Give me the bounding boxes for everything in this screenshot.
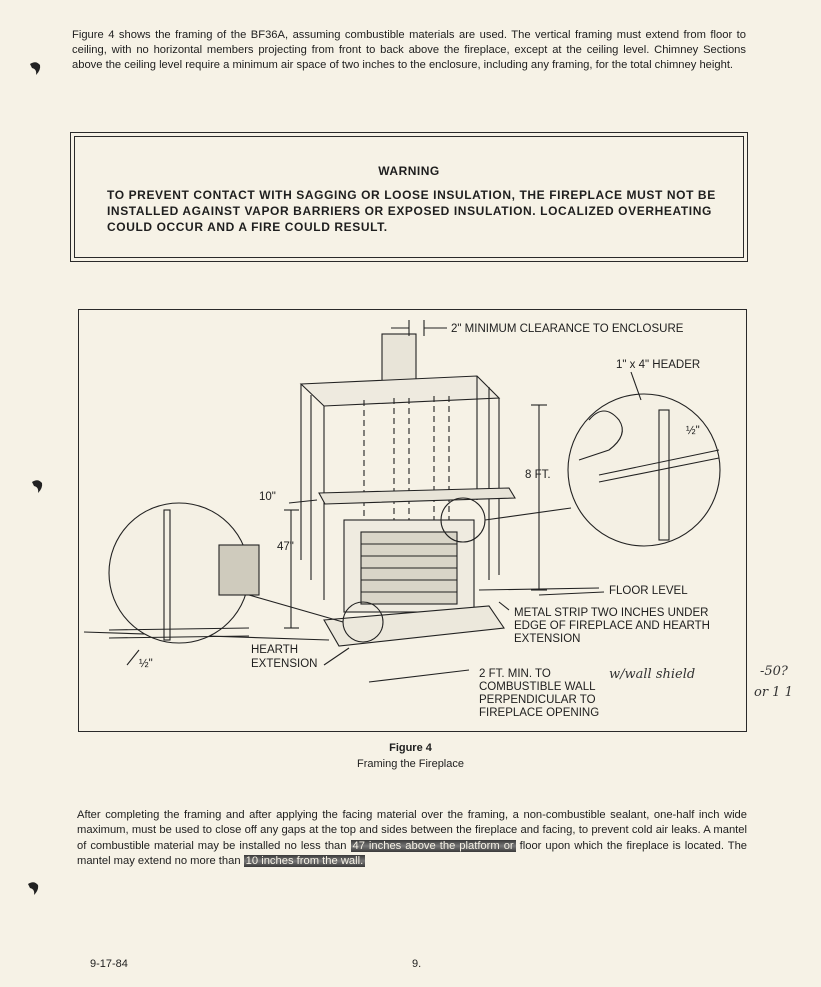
label-two-ft-3: PERPENDICULAR TO	[479, 694, 596, 706]
label-eight-ft: 8 FT.	[525, 469, 551, 481]
page-number: 9.	[412, 958, 422, 970]
figure-title: Framing the Fireplace	[357, 758, 464, 770]
label-two-ft-4: FIREPLACE OPENING	[479, 707, 600, 719]
after-paragraph	[77, 808, 747, 870]
label-hearth-1: HEARTH	[251, 644, 299, 656]
figure-number: Figure 4	[389, 742, 432, 754]
label-half-inch-right: ½"	[686, 425, 700, 437]
marked-text-47-inches: 47 inches above the platform or	[352, 839, 514, 852]
label-two-ft-2: COMBUSTIBLE WALL	[479, 681, 596, 693]
handwritten-right-1: -50?	[760, 664, 788, 679]
label-clearance: 2" MINIMUM CLEARANCE TO ENCLOSURE	[451, 323, 684, 335]
label-half-inch-left: ½"	[139, 658, 153, 670]
label-metal-strip-1: METAL STRIP TWO INCHES UNDER	[514, 607, 709, 619]
label-forty-seven: 47"	[277, 541, 294, 553]
after-text-2: floor upon which the fireplace is located. The mantel may extend no more than	[77, 839, 748, 868]
marked-text-10-inches: 10 inches from the wall.	[245, 855, 364, 868]
label-metal-strip-2: EDGE OF FIREPLACE AND HEARTH	[514, 620, 710, 632]
label-two-ft-1: 2 FT. MIN. TO	[479, 668, 551, 680]
warning-body: TO PREVENT CONTACT WITH SAGGING OR LOOSE INSULATION, THE FIREPLACE MUST NOT BE INSTALLED AGAINST VAPOR BARRIERS OR EXPOSED INSULATION. LOCALIZED OVERHEATING COULD OCCUR AND A FIRE COULD RESULT.	[107, 188, 716, 234]
label-floor-level: FLOOR LEVEL	[609, 585, 688, 597]
label-ten-inch: 10"	[259, 491, 276, 503]
after-text-1: After completing the framing and after applying the facing material over the framing, a non-combustible sealant, one-half inch wide maximum, must be used to close off any gaps at the top and sides between the fireplace and facing, to prevent cold air leaks. A mantel of combustible material may be installed no less than	[77, 809, 747, 852]
scan-mark	[28, 60, 42, 76]
handwritten-note: w/wall shield	[609, 667, 696, 682]
label-header: 1" x 4" HEADER	[616, 359, 701, 371]
intro-paragraph: Figure 4 shows the framing of the BF36A, assuming combustible materials are used. The vertical framing must extend from floor to ceiling, with no horizontal members projecting from front to back above the fireplace, except at the ceiling level. Chimney Sections above the ceiling level require a minimum air space of two inches to the enclosure, including any framing, for the total chimney height.	[72, 29, 746, 72]
handwritten-right-2: or 1 1	[754, 685, 793, 700]
footer-date: 9-17-84	[90, 958, 128, 970]
scan-mark	[30, 478, 44, 494]
figure-4-diagram	[78, 309, 747, 732]
fireplace-framing-drawing	[79, 310, 747, 732]
label-hearth-2: EXTENSION	[251, 658, 318, 670]
label-metal-strip-3: EXTENSION	[514, 633, 581, 645]
warning-title: WARNING	[378, 164, 440, 178]
scan-mark	[26, 880, 40, 896]
warning-box	[74, 136, 744, 258]
